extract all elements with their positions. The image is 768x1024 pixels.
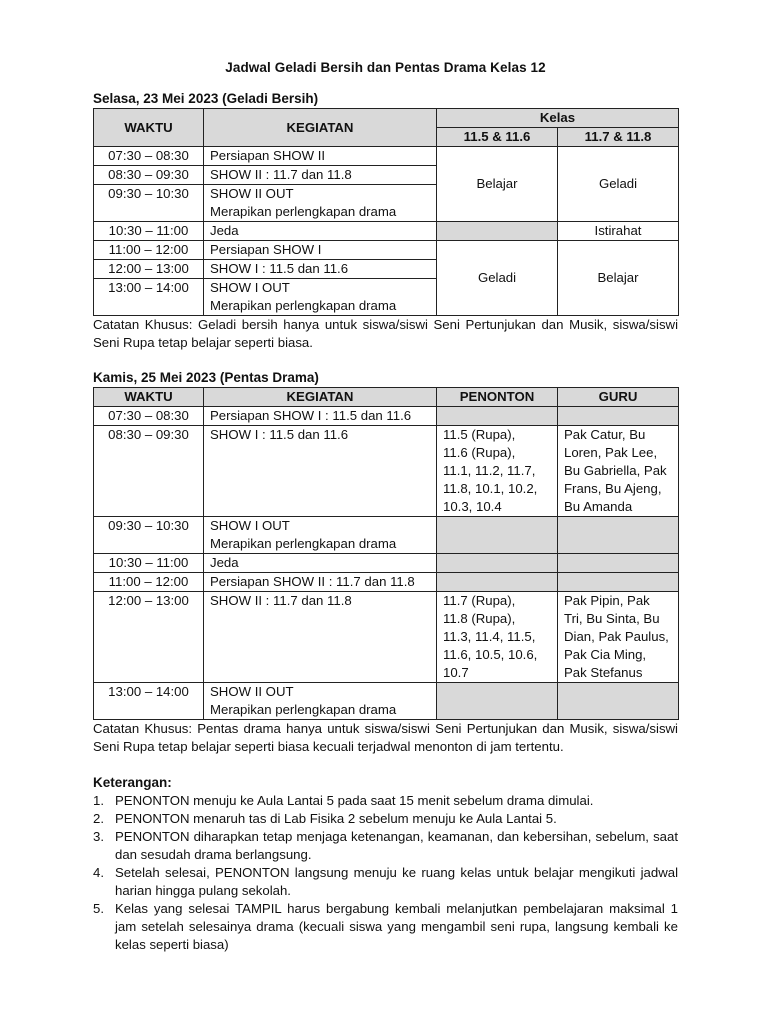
audience-cell	[437, 683, 558, 720]
activity-cell	[204, 407, 437, 426]
activity-cell	[204, 592, 437, 683]
list-item	[93, 900, 678, 954]
list-item	[93, 828, 678, 864]
activity-line: SHOW I OUT	[210, 518, 290, 533]
activity-line: SHOW II OUT	[210, 186, 294, 201]
activity-line: Jeda	[210, 223, 239, 238]
activity-cell	[204, 185, 437, 222]
audience-line: 11.5 (Rupa),	[443, 427, 516, 442]
list-number: 2.	[93, 811, 104, 826]
performance-table	[93, 387, 679, 720]
activity-line: Jeda	[210, 555, 239, 570]
class-a-cell: Belajar	[437, 147, 558, 222]
list-item	[93, 810, 678, 828]
header-guru: GURU	[558, 388, 679, 407]
teacher-line: Bu Amanda	[564, 499, 633, 514]
time-cell: 09:30 – 10:30	[94, 517, 204, 554]
activity-cell	[204, 279, 437, 316]
teacher-line: Tri, Bu Sinta, Bu	[564, 611, 660, 626]
activity-cell	[204, 166, 437, 185]
time-cell: 11:00 – 12:00	[94, 573, 204, 592]
class-a-cell	[437, 222, 558, 241]
activity-cell	[204, 573, 437, 592]
list-text: PENONTON menaruh tas di Lab Fisika 2 sebelum menuju ke Aula Lantai 5.	[115, 811, 557, 826]
header-kelas-a: 11.5 & 11.6	[437, 128, 558, 147]
activity-line: Merapikan perlengkapan drama	[210, 204, 397, 219]
activity-cell	[204, 241, 437, 260]
activity-cell	[204, 222, 437, 241]
activity-line: SHOW I : 11.5 dan 11.6	[210, 427, 349, 442]
document-page	[93, 60, 678, 954]
teacher-line: Pak Stefanus	[564, 665, 643, 680]
audience-line: 11.6 (Rupa),	[443, 445, 516, 460]
list-number: 4.	[93, 865, 104, 880]
list-item	[93, 864, 678, 900]
notes-list	[93, 792, 678, 954]
activity-line: SHOW II OUT	[210, 684, 294, 699]
activity-cell	[204, 147, 437, 166]
activity-line: SHOW I OUT	[210, 280, 290, 295]
time-cell: 12:00 – 13:00	[94, 260, 204, 279]
teacher-cell	[558, 426, 679, 517]
teacher-cell	[558, 517, 679, 554]
time-cell: 07:30 – 08:30	[94, 147, 204, 166]
audience-line: 11.3, 11.4, 11.5,	[443, 629, 536, 644]
audience-line: 10.3, 10.4	[443, 499, 502, 514]
time-cell: 11:00 – 12:00	[94, 241, 204, 260]
audience-line: 11.1, 11.2, 11.7,	[443, 463, 536, 478]
time-cell: 07:30 – 08:30	[94, 407, 204, 426]
list-text: Kelas yang selesai TAMPIL harus bergabung kembali melanjutkan pembelajaran maksimal 1 jam setelah selesainya drama (kecuali siswa yang mengambil seni rupa, langsung kembali ke kelas seperti biasa)	[115, 901, 678, 952]
audience-cell	[437, 573, 558, 592]
time-cell: 13:00 – 14:00	[94, 279, 204, 316]
activity-cell	[204, 554, 437, 573]
list-item	[93, 792, 678, 810]
audience-line: 11.6, 10.5, 10.6,	[443, 647, 538, 662]
header-kelas-b: 11.7 & 11.8	[558, 128, 679, 147]
teacher-cell	[558, 407, 679, 426]
teacher-line: Loren, Pak Lee,	[564, 445, 658, 460]
activity-line: SHOW II : 11.7 dan 11.8	[210, 167, 352, 182]
header-kegiatan: KEGIATAN	[204, 388, 437, 407]
activity-line: Merapikan perlengkapan drama	[210, 298, 397, 313]
list-number: 3.	[93, 829, 104, 844]
class-b-cell: Belajar	[558, 241, 679, 316]
list-number: 5.	[93, 901, 104, 916]
teacher-cell	[558, 573, 679, 592]
time-cell: 10:30 – 11:00	[94, 554, 204, 573]
list-text: PENONTON diharapkan tetap menjaga ketenangan, keamanan, dan kebersihan, sebelum, saat dan sesudah drama berlangsung.	[115, 829, 678, 862]
audience-line: 11.7 (Rupa),	[443, 593, 516, 608]
teacher-line: Pak Cia Ming,	[564, 647, 647, 662]
rehearsal-note: Catatan Khusus: Geladi bersih hanya untuk siswa/siswi Seni Pertunjukan dan Musik, siswa/siswi Seni Rupa tetap belajar seperti biasa.	[93, 317, 678, 350]
time-cell: 10:30 – 11:00	[94, 222, 204, 241]
activity-cell	[204, 517, 437, 554]
audience-line: 11.8, 10.1, 10.2,	[443, 481, 538, 496]
header-kegiatan: KEGIATAN	[204, 109, 437, 147]
header-kelas: Kelas	[437, 109, 679, 128]
rehearsal-table	[93, 108, 679, 316]
list-text: PENONTON menuju ke Aula Lantai 5 pada saat 15 menit sebelum drama dimulai.	[115, 793, 594, 808]
list-number: 1.	[93, 793, 104, 808]
time-cell: 12:00 – 13:00	[94, 592, 204, 683]
class-a-cell: Geladi	[437, 241, 558, 316]
header-waktu: WAKTU	[94, 388, 204, 407]
audience-cell	[437, 592, 558, 683]
audience-cell	[437, 517, 558, 554]
class-b-cell: Istirahat	[558, 222, 679, 241]
teacher-cell	[558, 592, 679, 683]
teacher-line: Frans, Bu Ajeng,	[564, 481, 662, 496]
performance-heading: Kamis, 25 Mei 2023 (Pentas Drama)	[93, 370, 319, 385]
time-cell: 09:30 – 10:30	[94, 185, 204, 222]
time-cell: 08:30 – 09:30	[94, 166, 204, 185]
activity-line: Persiapan SHOW I	[210, 242, 322, 257]
activity-line: SHOW II : 11.7 dan 11.8	[210, 593, 352, 608]
activity-cell	[204, 426, 437, 517]
activity-line: Merapikan perlengkapan drama	[210, 702, 397, 717]
header-penonton: PENONTON	[437, 388, 558, 407]
audience-cell	[437, 407, 558, 426]
activity-line: Merapikan perlengkapan drama	[210, 536, 397, 551]
activity-line: SHOW I : 11.5 dan 11.6	[210, 261, 349, 276]
teacher-line: Pak Pipin, Pak	[564, 593, 650, 608]
activity-line: Persiapan SHOW I : 11.5 dan 11.6	[210, 408, 412, 423]
notes-heading: Keterangan:	[93, 775, 172, 790]
header-waktu: WAKTU	[94, 109, 204, 147]
teacher-line: Dian, Pak Paulus,	[564, 629, 669, 644]
class-b-cell: Geladi	[558, 147, 679, 222]
performance-note: Catatan Khusus: Pentas drama hanya untuk siswa/siswi Seni Pertunjukan dan Musik, siswa/siswi Seni Rupa tetap belajar seperti biasa kecuali terjadwal menonton di jam tertentu.	[93, 721, 678, 754]
document-title: Jadwal Geladi Bersih dan Pentas Drama Kelas 12	[225, 60, 546, 75]
teacher-line: Pak Catur, Bu	[564, 427, 646, 442]
list-text: Setelah selesai, PENONTON langsung menuju ke ruang kelas untuk belajar mengikuti jadwal harian hingga pulang sekolah.	[115, 865, 678, 898]
teacher-cell	[558, 554, 679, 573]
activity-cell	[204, 683, 437, 720]
audience-cell	[437, 554, 558, 573]
teacher-line: Bu Gabriella, Pak	[564, 463, 667, 478]
activity-line: Persiapan SHOW II : 11.7 dan 11.8	[210, 574, 415, 589]
activity-line: Persiapan SHOW II	[210, 148, 326, 163]
rehearsal-heading: Selasa, 23 Mei 2023 (Geladi Bersih)	[93, 91, 319, 106]
time-cell: 13:00 – 14:00	[94, 683, 204, 720]
audience-cell	[437, 426, 558, 517]
audience-line: 11.8 (Rupa),	[443, 611, 516, 626]
audience-line: 10.7	[443, 665, 469, 680]
time-cell: 08:30 – 09:30	[94, 426, 204, 517]
activity-cell	[204, 260, 437, 279]
teacher-cell	[558, 683, 679, 720]
